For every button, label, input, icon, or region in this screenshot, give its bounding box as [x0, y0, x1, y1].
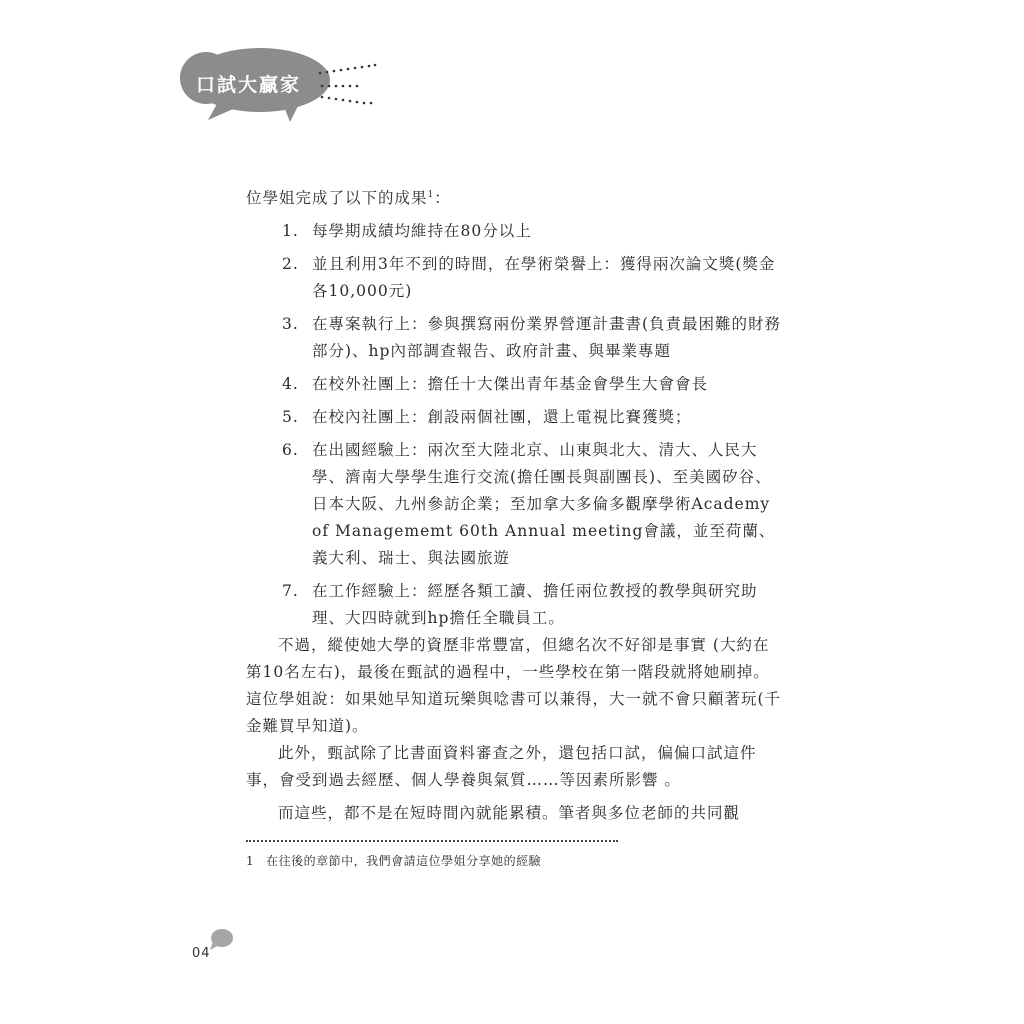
list-item-number: 4.	[282, 375, 299, 393]
page-number: 04	[192, 946, 211, 961]
footnote-number: 1	[246, 854, 255, 868]
list-item	[246, 371, 782, 398]
list-item	[246, 311, 782, 365]
list-item-number: 6.	[282, 441, 299, 459]
intro-suffix: ：	[434, 189, 451, 207]
body-paragraph: 而這些，都不是在短時間內就能累積。筆者與多位老師的共同觀	[278, 804, 741, 822]
body-paragraph: 不過，縱使她大學的資歷非常豐富，但總名次不好卻是事實 (大約在第10名左右)，最後在甄試的過程中，一些學校在第一階段就將她刷掉。這位學姐說：如果她早知道玩樂與唸書可以兼得，大一就不會只顧著玩(千金難買早知道)。	[246, 636, 782, 735]
list-item-number: 3.	[282, 315, 299, 333]
list-item-text: 在校外社團上：擔任十大傑出青年基金會學生大會會長	[312, 375, 709, 393]
list-item	[246, 218, 782, 245]
header-badge-title: 口試大贏家	[196, 74, 302, 96]
list-item-text: 每學期成績均維持在80分以上	[312, 222, 532, 240]
list-item-number: 1.	[282, 222, 299, 240]
footnote-ref: 1	[427, 189, 435, 200]
list-item-text: 在工作經驗上：經歷各類工讀、擔任兩位教授的教學與研究助理、大四時就到hp擔任全職員工。	[312, 582, 758, 627]
list-item-number: 5.	[282, 408, 299, 426]
footnote-divider	[246, 840, 618, 842]
list-item-number: 7.	[282, 582, 299, 600]
list-item-number: 2.	[282, 255, 299, 273]
list-item	[246, 251, 782, 305]
list-item-text: 在出國經驗上：兩次至大陸北京、山東與北大、清大、人民大學、濟南大學學生進行交流(擔任團長與副團長)、至美國矽谷、日本大阪、九州參訪企業；至加拿大多倫多觀摩學術Academy of Managememt 60th Annual meeting會議，並至荷蘭、義大利、瑞士、與法國旅遊	[312, 441, 776, 567]
list-item-text: 在專案執行上：參與撰寫兩份業界營運計畫書(負責最困難的財務部分)、hp內部調查報告、政府計畫、與畢業專題	[312, 315, 782, 360]
intro-body: 位學姐完成了以下的成果	[246, 189, 428, 207]
achievements-list	[246, 218, 782, 638]
footnote-text: 在往後的章節中，我們會請這位學姐分享她的經驗	[266, 854, 542, 868]
list-item-text: 並且利用3年不到的時間，在學術榮譽上：獲得兩次論文獎(獎金各10,000元)	[312, 255, 776, 300]
list-item-text: 在校內社團上：創設兩個社團，還上電視比賽獲獎；	[312, 408, 692, 426]
list-item	[246, 578, 782, 632]
list-item	[246, 437, 782, 572]
page-bubble-icon	[208, 928, 234, 952]
footnote	[246, 852, 541, 869]
list-item	[246, 404, 782, 431]
body-paragraph: 此外，甄試除了比書面資料審查之外，還包括口試，偏偏口試這件事，會受到過去經歷、個人學養與氣質……等因素所影響 。	[246, 744, 757, 789]
intro-text	[246, 186, 782, 208]
